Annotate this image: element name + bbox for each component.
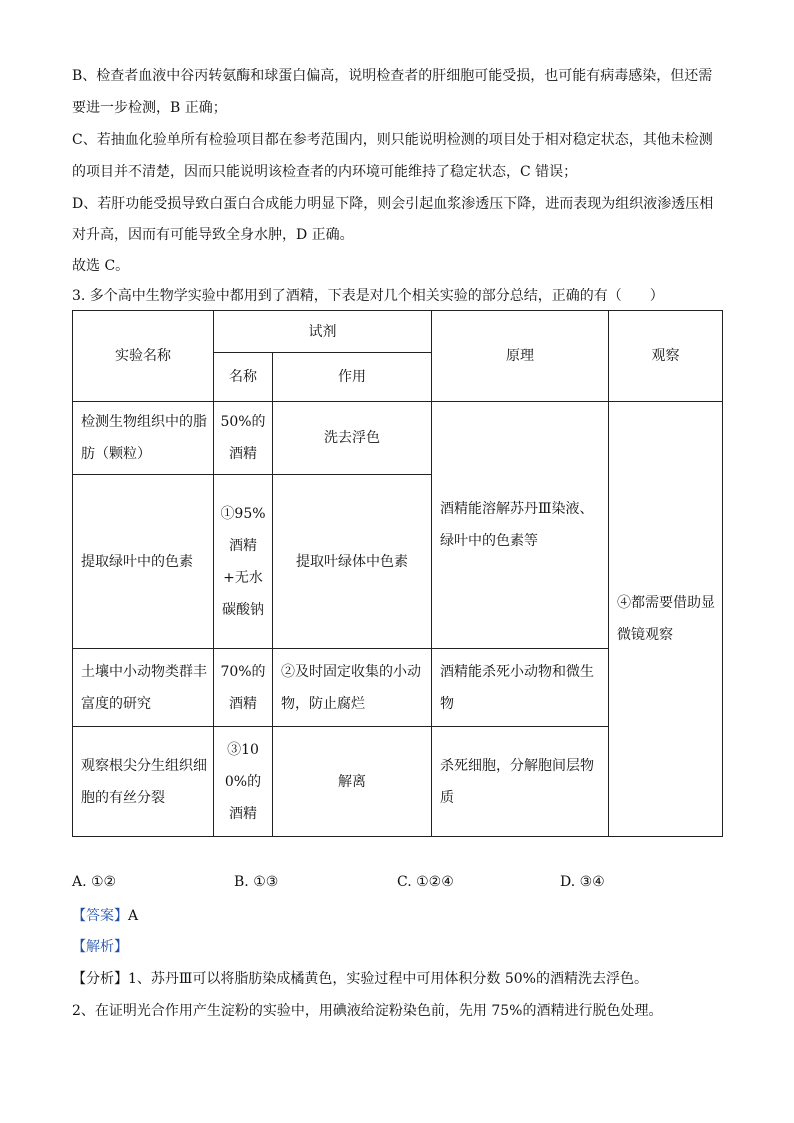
principle-cell: 酒精能杀死小动物和微生物 [432, 649, 609, 727]
answer-line [72, 906, 138, 926]
reagent-name-cell: 70%的酒精 [214, 649, 273, 727]
option-b[interactable]: B. ①③ [234, 874, 279, 890]
principle-merged-cell: 酒精能溶解苏丹Ⅲ染液、绿叶中的色素等 [432, 402, 609, 649]
observation-merged-cell: ④都需要借助显微镜观察 [609, 402, 723, 837]
header-experiment-name: 实验名称 [73, 311, 214, 402]
table-row [73, 402, 723, 475]
experiment-cell: 提取绿叶中的色素 [73, 475, 214, 649]
analysis-heading: 【解析】 [72, 939, 128, 955]
reagent-name-cell: ①95%酒精+无水碳酸钠 [214, 475, 273, 649]
answer-value: A [128, 908, 139, 924]
paragraph-line: 的项目并不清楚，因而只能说明该检查者的内环境可能维持了稳定状态，C 错误； [72, 164, 578, 180]
answer-options [72, 874, 722, 896]
header-observation: 观察 [609, 311, 723, 402]
principle-cell: 杀死细胞，分解胞间层物质 [432, 727, 609, 837]
paragraph-line: 要进一步检测，B 正确； [72, 100, 227, 116]
analysis-text: 1、苏丹Ⅲ可以将脂肪染成橘黄色，实验过程中可用体积分数 50%的酒精洗去浮色。 [128, 971, 648, 987]
paragraph-line: 故选 C。 [72, 258, 130, 274]
analysis-line: 2、在证明光合作用产生淀粉的实验中，用碘液给淀粉染色前，先用 75%的酒精进行脱色处理。 [72, 1003, 663, 1019]
analysis-label [72, 937, 128, 957]
header-principle: 原理 [432, 311, 609, 402]
option-c[interactable]: C. ①②④ [397, 874, 454, 890]
experiment-cell: 检测生物组织中的脂肪（颗粒） [73, 402, 214, 475]
paragraph-line: B、检查者血液中谷丙转氨酶和球蛋白偏高，说明检查者的肝细胞可能受损，也可能有病毒感染，但还需 [72, 68, 713, 84]
header-reagent-function: 作用 [273, 353, 432, 402]
experiment-table [72, 310, 723, 837]
option-a[interactable]: A. ①② [72, 874, 117, 890]
option-d[interactable]: D. ③④ [560, 874, 605, 890]
paragraph-line: C、若抽血化验单所有检验项目都在参考范围内，则只能说明检测的项目处于相对稳定状态，其他未检测 [72, 132, 713, 148]
paragraph-line: D、若肝功能受损导致白蛋白合成能力明显下降，则会引起血浆渗透压下降，进而表现为组织液渗透压相 [72, 196, 714, 212]
reagent-function-cell: 提取叶绿体中色素 [273, 475, 432, 649]
experiment-cell: 观察根尖分生组织细胞的有丝分裂 [73, 727, 214, 837]
question-stem: 3. 多个高中生物学实验中都用到了酒精，下表是对几个相关实验的部分总结，正确的有（ ） [72, 288, 664, 304]
experiment-cell: 土壤中小动物类群丰富度的研究 [73, 649, 214, 727]
reagent-name-cell: ③100%的酒精 [214, 727, 273, 837]
reagent-name-cell: 50%的酒精 [214, 402, 273, 475]
analysis-line [72, 969, 648, 989]
paragraph-line: 对升高，因而有可能导致全身水肿，D 正确。 [72, 227, 354, 243]
reagent-function-cell: 洗去浮色 [273, 402, 432, 475]
reagent-function-cell: ②及时固定收集的小动物，防止腐烂 [273, 649, 432, 727]
header-reagent: 试剂 [214, 311, 432, 353]
answer-label: 【答案】 [72, 908, 128, 924]
header-reagent-name: 名称 [214, 353, 273, 402]
reagent-function-cell: 解离 [273, 727, 432, 837]
analysis-lead-label: 【分析】 [72, 971, 128, 987]
